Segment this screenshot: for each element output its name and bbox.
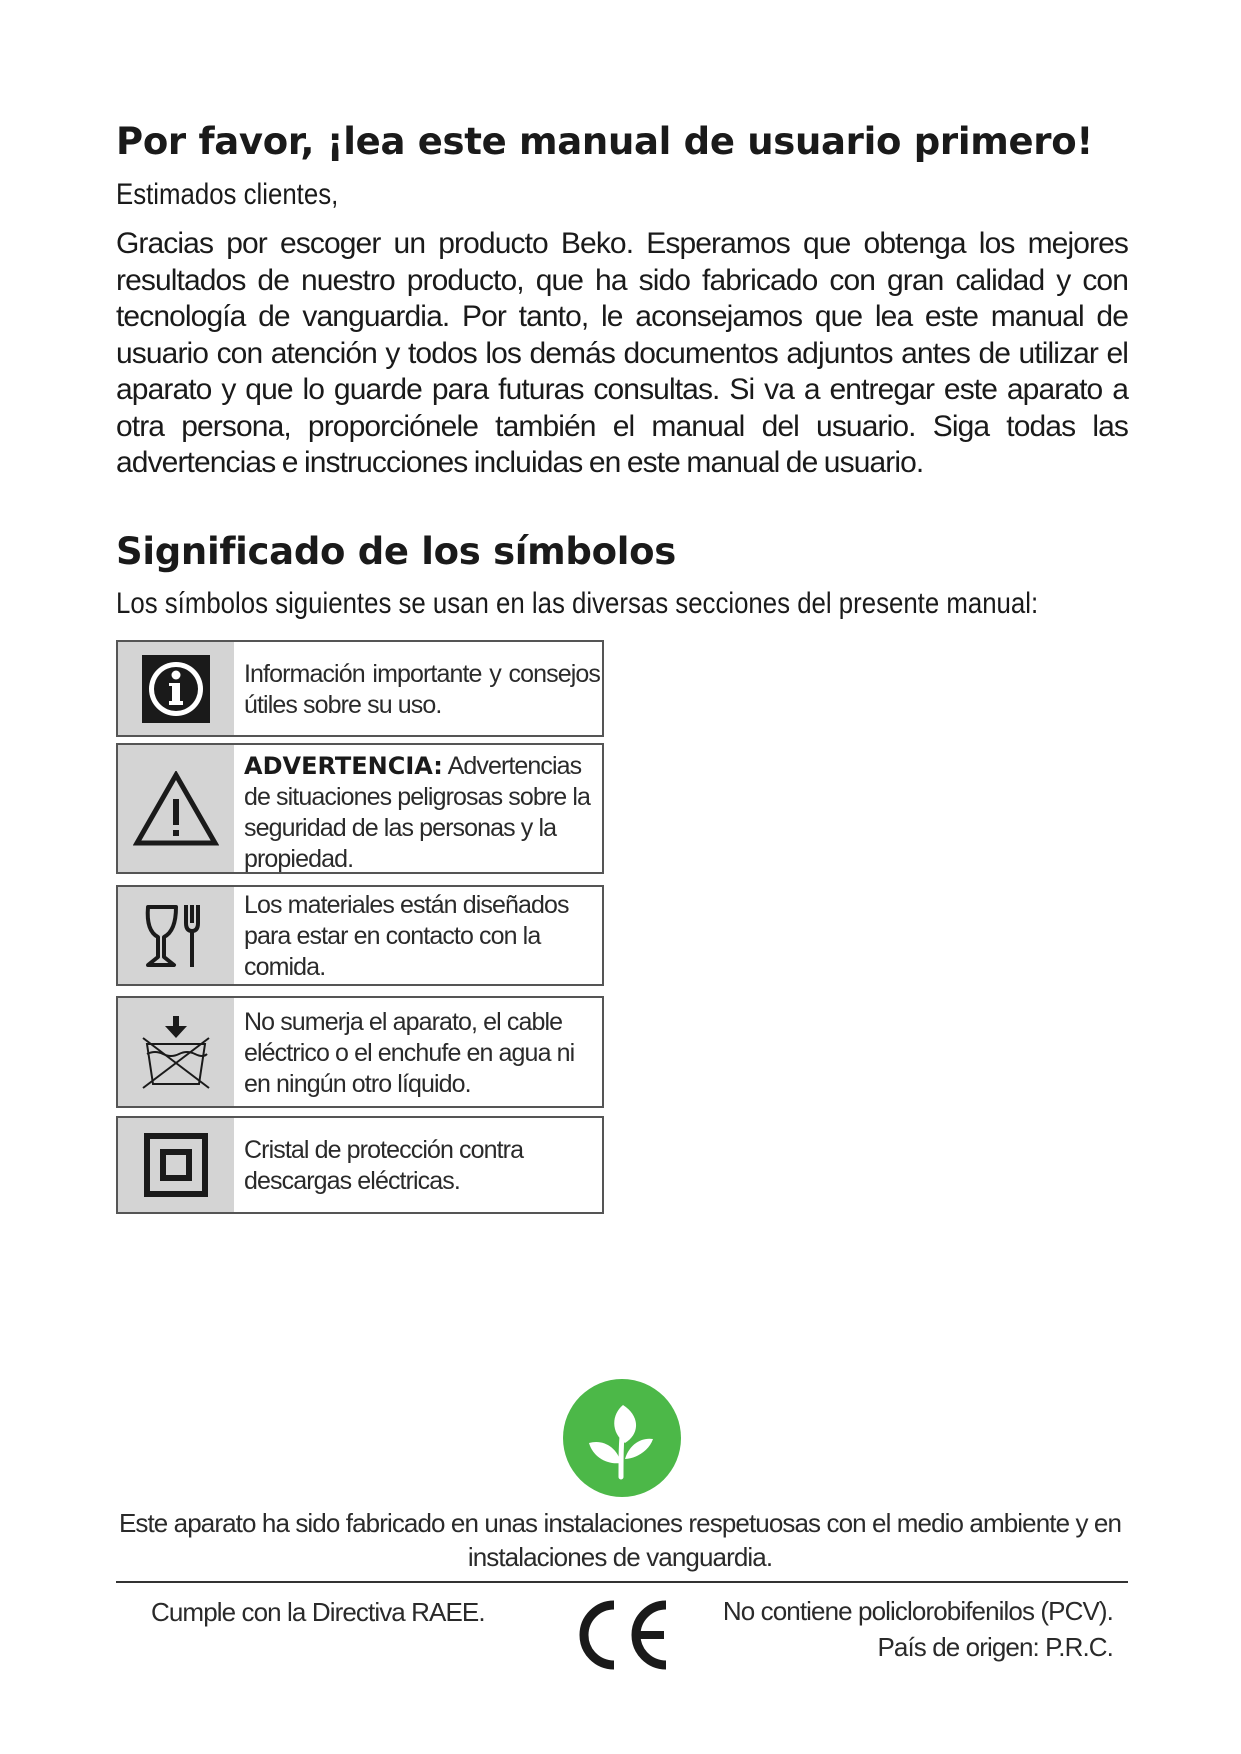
country-of-origin: País de origen: P.R.C. (877, 1632, 1113, 1662)
page-title: Por favor, ¡lea este manual de usuario primero! (116, 120, 1093, 163)
greeting: Estimados clientes, (116, 178, 339, 211)
warning-label: ADVERTENCIA: (244, 752, 443, 780)
symbol-row-insulation (116, 1116, 604, 1214)
ce-mark-icon (570, 1597, 672, 1673)
footer-right-info (723, 1593, 1113, 1665)
symbol-row-no-immerse (116, 996, 604, 1108)
food-contact-icon (118, 887, 234, 984)
intro-paragraph: Gracias por escoger un producto Beko. Esperamos que obtenga los mejores resultados de nuestro producto, que ha sido fabricado con gran calidad y con tecnología de vanguardia. Por tanto, le aconsejamos que lea este manual de usuario con atención y todos los demás documentos adjuntos antes de utilizar el aparato y que lo guarde para futuras consultas. Si va a entregar este aparato a otra persona, proporciónele también el manual del usuario. Siga todas las advertencias e instrucciones incluidas en este manual de usuario. (116, 227, 1128, 479)
leaf-icon (563, 1379, 681, 1497)
warning-icon (118, 745, 234, 872)
weee-compliance: Cumple con la Directiva RAEE. (151, 1597, 485, 1627)
symbol-text-food: Los materiales están diseñados para estar en contacto con la comida. (244, 891, 569, 981)
symbol-text-no-immerse: No sumerja el aparato, el cable eléctrico o el enchufe en agua ni en ningún otro líquido. (244, 1007, 575, 1098)
symbol-row-food (116, 885, 604, 986)
symbols-heading: Significado de los símbolos (116, 530, 676, 573)
eco-statement: Este aparato ha sido fabricado en unas instalaciones respetuosas con el medio ambiente y en instalaciones de vanguardia. (118, 1508, 1122, 1572)
pcb-statement: No contiene policlorobifenilos (PCV). (722, 1596, 1113, 1626)
double-insulation-icon (118, 1118, 234, 1212)
footer-divider (116, 1581, 1128, 1583)
symbol-text-insulation: Cristal de protección contra descargas eléctricas. (244, 1136, 524, 1195)
symbol-row-warning (116, 743, 604, 874)
symbols-lead: Los símbolos siguientes se usan en las diversas secciones del presente manual: (116, 587, 1039, 620)
info-icon (118, 642, 234, 735)
symbol-row-info (116, 640, 604, 737)
symbol-text-warning: Advertencias de situaciones peligrosas sobre la seguridad de las personas y la propiedad. (244, 752, 591, 873)
symbol-text-info: Información importante y consejos útiles sobre su uso. (244, 659, 600, 719)
no-immerse-icon (118, 998, 234, 1106)
